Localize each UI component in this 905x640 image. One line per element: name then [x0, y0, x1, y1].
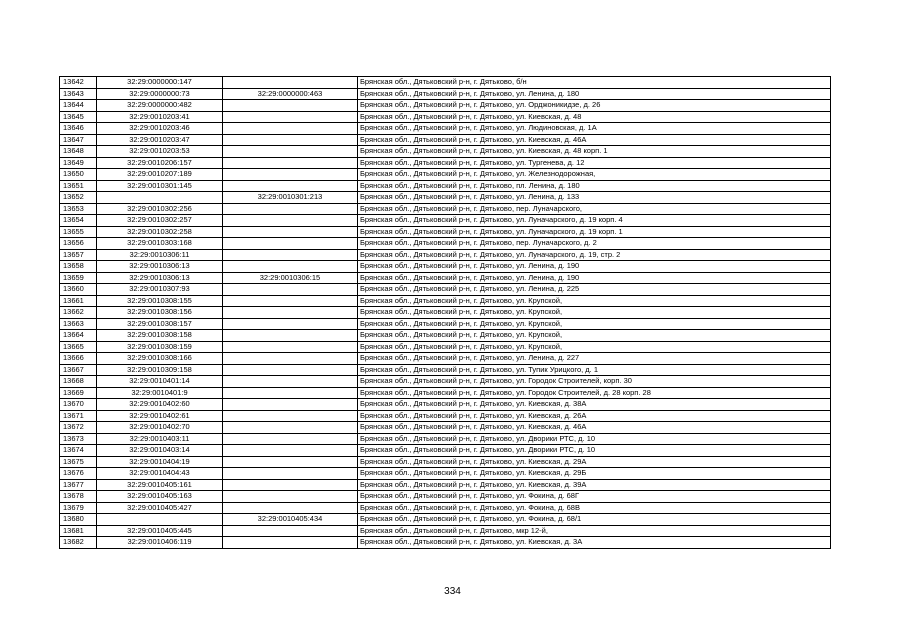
row-number-cell: 13677 [60, 479, 97, 491]
row-number-cell: 13657 [60, 249, 97, 261]
table-row [60, 502, 831, 514]
related-cadastral-number-cell [223, 203, 358, 215]
address-cell: Брянская обл., Дятьковский р-н, г. Дятьково, ул. Ленина, д. 225 [358, 284, 831, 296]
related-cadastral-number-cell [223, 261, 358, 273]
related-cadastral-number-cell [223, 422, 358, 434]
cadastral-number-cell: 32:29:0010402:61 [97, 410, 223, 422]
row-number-cell: 13647 [60, 134, 97, 146]
address-cell: Брянская обл., Дятьковский р-н, г. Дятьково, ул. Крупской, [358, 318, 831, 330]
table-row [60, 445, 831, 457]
cadastral-number-cell: 32:29:0010302:256 [97, 203, 223, 215]
address-cell: Брянская обл., Дятьковский р-н, г. Дятьково, ул. Железнодорожная, [358, 169, 831, 181]
address-cell: Брянская обл., Дятьковский р-н, г. Дятьково, ул. Киевская, д. 46А [358, 422, 831, 434]
cadastral-number-cell: 32:29:0010303:168 [97, 238, 223, 250]
related-cadastral-number-cell [223, 468, 358, 480]
table-row [60, 387, 831, 399]
row-number-cell: 13662 [60, 307, 97, 319]
address-cell: Брянская обл., Дятьковский р-н, г. Дятьково, пл. Ленина, д. 180 [358, 180, 831, 192]
address-cell: Брянская обл., Дятьковский р-н, г. Дятьково, ул. Фокина, д. 68Г [358, 491, 831, 503]
row-number-cell: 13664 [60, 330, 97, 342]
table-row [60, 433, 831, 445]
address-cell: Брянская обл., Дятьковский р-н, г. Дятьково, ул. Киевская, д. 26А [358, 410, 831, 422]
row-number-cell: 13666 [60, 353, 97, 365]
cadastral-number-cell: 32:29:0010203:41 [97, 111, 223, 123]
cadastral-number-cell: 32:29:0010405:427 [97, 502, 223, 514]
table-row [60, 203, 831, 215]
table-row [60, 88, 831, 100]
table-row [60, 376, 831, 388]
cadastral-number-cell: 32:29:0010403:11 [97, 433, 223, 445]
related-cadastral-number-cell [223, 111, 358, 123]
cadastral-number-cell: 32:29:0010302:258 [97, 226, 223, 238]
address-cell: Брянская обл., Дятьковский р-н, г. Дятьково, ул. Ленина, д. 190 [358, 261, 831, 273]
related-cadastral-number-cell [223, 525, 358, 537]
related-cadastral-number-cell [223, 134, 358, 146]
table-row [60, 295, 831, 307]
row-number-cell: 13681 [60, 525, 97, 537]
row-number-cell: 13643 [60, 88, 97, 100]
cadastral-number-cell: 32:29:0000000:73 [97, 88, 223, 100]
related-cadastral-number-cell [223, 157, 358, 169]
related-cadastral-number-cell [223, 353, 358, 365]
address-cell: Брянская обл., Дятьковский р-н, г. Дятьково, ул. Крупской, [358, 341, 831, 353]
cadastral-table [59, 76, 831, 549]
related-cadastral-number-cell [223, 180, 358, 192]
address-cell: Брянская обл., Дятьковский р-н, г. Дятьково, ул. Фокина, д. 68В [358, 502, 831, 514]
table-row [60, 353, 831, 365]
row-number-cell: 13682 [60, 537, 97, 549]
row-number-cell: 13654 [60, 215, 97, 227]
related-cadastral-number-cell [223, 215, 358, 227]
row-number-cell: 13648 [60, 146, 97, 158]
related-cadastral-number-cell [223, 146, 358, 158]
address-cell: Брянская обл., Дятьковский р-н, г. Дятьково, ул. Крупской, [358, 307, 831, 319]
table-row [60, 272, 831, 284]
table-body [60, 77, 831, 549]
row-number-cell: 13665 [60, 341, 97, 353]
related-cadastral-number-cell [223, 341, 358, 353]
table-row [60, 410, 831, 422]
table-row [60, 192, 831, 204]
row-number-cell: 13660 [60, 284, 97, 296]
related-cadastral-number-cell [223, 100, 358, 112]
table-row [60, 157, 831, 169]
row-number-cell: 13672 [60, 422, 97, 434]
related-cadastral-number-cell [223, 479, 358, 491]
table-row [60, 330, 831, 342]
address-cell: Брянская обл., Дятьковский р-н, г. Дятьково, ул. Киевская, д. 39А [358, 479, 831, 491]
address-cell: Брянская обл., Дятьковский р-н, г. Дятьково, ул. Луначарского, д. 19 корп. 1 [358, 226, 831, 238]
table-row [60, 180, 831, 192]
table-row [60, 169, 831, 181]
related-cadastral-number-cell [223, 387, 358, 399]
row-number-cell: 13642 [60, 77, 97, 89]
related-cadastral-number-cell [223, 169, 358, 181]
cadastral-number-cell: 32:29:0010308:158 [97, 330, 223, 342]
table-row [60, 514, 831, 526]
row-number-cell: 13667 [60, 364, 97, 376]
related-cadastral-number-cell [223, 123, 358, 135]
cadastral-number-cell: 32:29:0010308:156 [97, 307, 223, 319]
table-row [60, 318, 831, 330]
table-row [60, 238, 831, 250]
table-row [60, 77, 831, 89]
table-row [60, 261, 831, 273]
table-row [60, 525, 831, 537]
cadastral-number-cell: 32:29:0000000:147 [97, 77, 223, 89]
cadastral-number-cell: 32:29:0010307:93 [97, 284, 223, 296]
address-cell: Брянская обл., Дятьковский р-н, г. Дятьково, ул. Орджоникидзе, д. 26 [358, 100, 831, 112]
address-cell: Брянская обл., Дятьковский р-н, г. Дятьково, ул. Киевская, д. 48 корп. 1 [358, 146, 831, 158]
cadastral-number-cell: 32:29:0010207:189 [97, 169, 223, 181]
row-number-cell: 13656 [60, 238, 97, 250]
address-cell: Брянская обл., Дятьковский р-н, г. Дятьково, пер. Луначарского, д. 2 [358, 238, 831, 250]
table-row [60, 399, 831, 411]
table-row [60, 422, 831, 434]
address-cell: Брянская обл., Дятьковский р-н, г. Дятьково, ул. Крупской, [358, 295, 831, 307]
related-cadastral-number-cell [223, 295, 358, 307]
address-cell: Брянская обл., Дятьковский р-н, г. Дятьково, мкр 12-й, [358, 525, 831, 537]
cadastral-number-cell: 32:29:0010308:155 [97, 295, 223, 307]
related-cadastral-number-cell: 32:29:0010301:213 [223, 192, 358, 204]
cadastral-number-cell: 32:29:0010203:46 [97, 123, 223, 135]
table-row [60, 307, 831, 319]
related-cadastral-number-cell [223, 284, 358, 296]
row-number-cell: 13679 [60, 502, 97, 514]
cadastral-number-cell: 32:29:0010306:13 [97, 261, 223, 273]
cadastral-number-cell: 32:29:0010403:14 [97, 445, 223, 457]
related-cadastral-number-cell: 32:29:0010306:15 [223, 272, 358, 284]
row-number-cell: 13674 [60, 445, 97, 457]
cadastral-number-cell: 32:29:0010402:70 [97, 422, 223, 434]
cadastral-number-cell: 32:29:0010203:53 [97, 146, 223, 158]
row-number-cell: 13658 [60, 261, 97, 273]
address-cell: Брянская обл., Дятьковский р-н, г. Дятьково, ул. Людиновская, д. 1А [358, 123, 831, 135]
related-cadastral-number-cell [223, 433, 358, 445]
cadastral-number-cell: 32:29:0010308:159 [97, 341, 223, 353]
row-number-cell: 13673 [60, 433, 97, 445]
address-cell: Брянская обл., Дятьковский р-н, г. Дятьково, ул. Фокина, д. 68/1 [358, 514, 831, 526]
related-cadastral-number-cell [223, 77, 358, 89]
cadastral-number-cell: 32:29:0010406:119 [97, 537, 223, 549]
cadastral-number-cell [97, 192, 223, 204]
address-cell: Брянская обл., Дятьковский р-н, г. Дятьково, ул. Луначарского, д. 19 корп. 4 [358, 215, 831, 227]
related-cadastral-number-cell [223, 307, 358, 319]
address-cell: Брянская обл., Дятьковский р-н, г. Дятьково, ул. Крупской, [358, 330, 831, 342]
cadastral-number-cell: 32:29:0010401:14 [97, 376, 223, 388]
cadastral-number-cell: 32:29:0010306:13 [97, 272, 223, 284]
row-number-cell: 13680 [60, 514, 97, 526]
related-cadastral-number-cell [223, 445, 358, 457]
related-cadastral-number-cell: 32:29:0010405:434 [223, 514, 358, 526]
row-number-cell: 13653 [60, 203, 97, 215]
cadastral-number-cell: 32:29:0010308:166 [97, 353, 223, 365]
table-row [60, 226, 831, 238]
cadastral-number-cell: 32:29:0010309:158 [97, 364, 223, 376]
address-cell: Брянская обл., Дятьковский р-н, г. Дятьково, ул. Луначарского, д. 19, стр. 2 [358, 249, 831, 261]
related-cadastral-number-cell [223, 249, 358, 261]
row-number-cell: 13670 [60, 399, 97, 411]
row-number-cell: 13659 [60, 272, 97, 284]
cadastral-number-cell: 32:29:0010404:19 [97, 456, 223, 468]
page-number: 334 [444, 586, 461, 597]
row-number-cell: 13645 [60, 111, 97, 123]
row-number-cell: 13676 [60, 468, 97, 480]
cadastral-number-cell: 32:29:0010308:157 [97, 318, 223, 330]
address-cell: Брянская обл., Дятьковский р-н, г. Дятьково, пер. Луначарского, [358, 203, 831, 215]
row-number-cell: 13675 [60, 456, 97, 468]
table-row [60, 479, 831, 491]
address-cell: Брянская обл., Дятьковский р-н, г. Дятьково, ул. Киевская, д. 29Б [358, 468, 831, 480]
table-row [60, 215, 831, 227]
address-cell: Брянская обл., Дятьковский р-н, г. Дятьково, ул. Дворики РТС, д. 10 [358, 433, 831, 445]
row-number-cell: 13652 [60, 192, 97, 204]
address-cell: Брянская обл., Дятьковский р-н, г. Дятьково, ул. Киевская, д. 29А [358, 456, 831, 468]
address-cell: Брянская обл., Дятьковский р-н, г. Дятьково, ул. Ленина, д. 227 [358, 353, 831, 365]
table-row [60, 111, 831, 123]
table-row [60, 341, 831, 353]
address-cell: Брянская обл., Дятьковский р-н, г. Дятьково, б/н [358, 77, 831, 89]
cadastral-number-cell: 32:29:0010301:145 [97, 180, 223, 192]
related-cadastral-number-cell [223, 318, 358, 330]
table-row [60, 249, 831, 261]
table-row [60, 364, 831, 376]
row-number-cell: 13644 [60, 100, 97, 112]
cadastral-number-cell: 32:29:0010203:47 [97, 134, 223, 146]
address-cell: Брянская обл., Дятьковский р-н, г. Дятьково, ул. Ленина, д. 190 [358, 272, 831, 284]
cadastral-number-cell: 32:29:0010302:257 [97, 215, 223, 227]
address-cell: Брянская обл., Дятьковский р-н, г. Дятьково, ул. Тупик Урицкого, д. 1 [358, 364, 831, 376]
related-cadastral-number-cell: 32:29:0000000:463 [223, 88, 358, 100]
row-number-cell: 13650 [60, 169, 97, 181]
related-cadastral-number-cell [223, 238, 358, 250]
table-row [60, 123, 831, 135]
cadastral-number-cell [97, 514, 223, 526]
cadastral-number-cell: 32:29:0000000:482 [97, 100, 223, 112]
table-row [60, 537, 831, 549]
cadastral-number-cell: 32:29:0010306:11 [97, 249, 223, 261]
address-cell: Брянская обл., Дятьковский р-н, г. Дятьково, ул. Киевская, д. 46А [358, 134, 831, 146]
table-row [60, 468, 831, 480]
cadastral-number-cell: 32:29:0010405:163 [97, 491, 223, 503]
related-cadastral-number-cell [223, 226, 358, 238]
table-row [60, 100, 831, 112]
address-cell: Брянская обл., Дятьковский р-н, г. Дятьково, ул. Киевская, д. 3А [358, 537, 831, 549]
cadastral-number-cell: 32:29:0010405:161 [97, 479, 223, 491]
related-cadastral-number-cell [223, 364, 358, 376]
cadastral-number-cell: 32:29:0010402:60 [97, 399, 223, 411]
row-number-cell: 13671 [60, 410, 97, 422]
table-row [60, 456, 831, 468]
table-row [60, 134, 831, 146]
address-cell: Брянская обл., Дятьковский р-н, г. Дятьково, ул. Киевская, д. 38А [358, 399, 831, 411]
table-row [60, 146, 831, 158]
row-number-cell: 13651 [60, 180, 97, 192]
row-number-cell: 13646 [60, 123, 97, 135]
row-number-cell: 13661 [60, 295, 97, 307]
address-cell: Брянская обл., Дятьковский р-н, г. Дятьково, ул. Тургенева, д. 12 [358, 157, 831, 169]
row-number-cell: 13678 [60, 491, 97, 503]
related-cadastral-number-cell [223, 330, 358, 342]
cadastral-number-cell: 32:29:0010401:9 [97, 387, 223, 399]
row-number-cell: 13655 [60, 226, 97, 238]
address-cell: Брянская обл., Дятьковский р-н, г. Дятьково, ул. Городок Строителей, д. 28 корп. 28 [358, 387, 831, 399]
related-cadastral-number-cell [223, 410, 358, 422]
address-cell: Брянская обл., Дятьковский р-н, г. Дятьково, ул. Ленина, д. 133 [358, 192, 831, 204]
row-number-cell: 13663 [60, 318, 97, 330]
related-cadastral-number-cell [223, 399, 358, 411]
table-row [60, 284, 831, 296]
address-cell: Брянская обл., Дятьковский р-н, г. Дятьково, ул. Дворики РТС, д. 10 [358, 445, 831, 457]
address-cell: Брянская обл., Дятьковский р-н, г. Дятьково, ул. Киевская, д. 48 [358, 111, 831, 123]
cadastral-number-cell: 32:29:0010405:445 [97, 525, 223, 537]
address-cell: Брянская обл., Дятьковский р-н, г. Дятьково, ул. Ленина, д. 180 [358, 88, 831, 100]
related-cadastral-number-cell [223, 502, 358, 514]
related-cadastral-number-cell [223, 537, 358, 549]
related-cadastral-number-cell [223, 376, 358, 388]
row-number-cell: 13669 [60, 387, 97, 399]
row-number-cell: 13649 [60, 157, 97, 169]
related-cadastral-number-cell [223, 456, 358, 468]
cadastral-number-cell: 32:29:0010206:157 [97, 157, 223, 169]
cadastral-number-cell: 32:29:0010404:43 [97, 468, 223, 480]
address-cell: Брянская обл., Дятьковский р-н, г. Дятьково, ул. Городок Строителей, корп. 30 [358, 376, 831, 388]
related-cadastral-number-cell [223, 491, 358, 503]
table-row [60, 491, 831, 503]
row-number-cell: 13668 [60, 376, 97, 388]
